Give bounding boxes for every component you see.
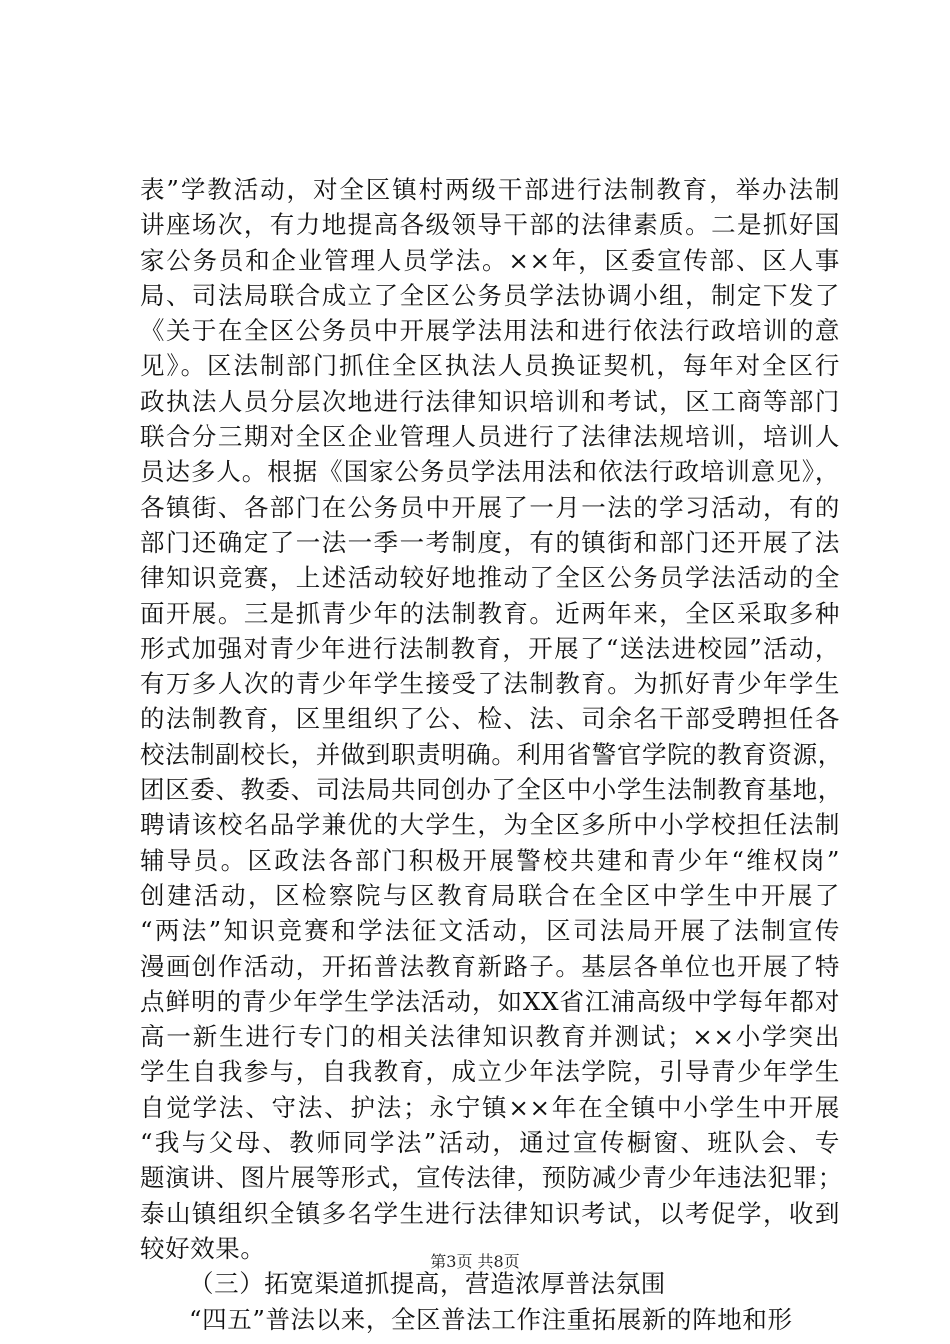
text-line-5: 《关于在全区公务员中开展学法用法和进行依法行政培训的意 [140,316,840,346]
text-line-11: 部门还确定了一法一季一考制度，有的镇街和部门还开展了法 [140,527,840,557]
text-line-7: 政执法人员分层次地进行法律知识培训和考试，区工商等部门 [140,386,840,416]
text-line-12: 律知识竞赛，上述活动较好地推动了全区公务员学法活动的全 [140,563,840,593]
text-line-30: 泰山镇组织全镇多名学生进行法律知识考试，以考促学，收到 [140,1198,840,1228]
text-line-16: 的法制教育，区里组织了公、检、法、司余名干部受聘担任各 [140,704,840,734]
text-line-18: 团区委、教委、司法局共同创办了全区中小学生法制教育基地， [140,775,843,805]
section-heading: （三）拓宽渠道抓提高，营造浓厚普法氛围 [189,1269,666,1299]
text-line-26: 学生自我参与，自我教育，成立少年法学院，引导青少年学生 [140,1057,840,1087]
text-line-15: 有万多人次的青少年学生接受了法制教育。为抓好青少年学生 [140,669,840,699]
text-line-3: 家公务员和企业管理人员学法。××年，区委宣传部、区人事 [140,245,840,275]
text-line-13: 面开展。三是抓青少年的法制教育。近两年来，全区采取多种 [140,598,840,628]
text-line-2: 讲座场次，有力地提高各级领导干部的法律素质。二是抓好国 [140,210,840,240]
text-line-21: 创建活动，区检察院与区教育局联合在全区中学生中开展了 [140,880,840,910]
text-line-4: 局、司法局联合成立了全区公务员学法协调小组，制定下发了 [140,280,840,310]
text-line-22: “两法”知识竞赛和学法征文活动，区司法局开展了法制宣传 [140,916,840,946]
text-line-6: 见》。区法制部门抓住全区执法人员换证契机，每年对全区行 [140,351,840,381]
text-line-8: 联合分三期对全区企业管理人员进行了法律法规培训，培训人 [140,422,840,452]
text-line-23: 漫画创作活动，开拓普法教育新路子。基层各单位也开展了特 [140,951,840,981]
text-line-1: 表”学教活动，对全区镇村两级干部进行法制教育，举办法制 [140,175,840,204]
text-line-17: 校法制副校长，并做到职责明确。利用省警官学院的教育资源， [140,739,843,769]
text-line-19: 聘请该校名品学兼优的大学生，为全区多所中小学校担任法制 [140,810,840,840]
text-line-29: 题演讲、图片展等形式，宣传法律，预防减少青少年违法犯罪； [140,1163,843,1193]
text-line-10: 各镇街、各部门在公务员中开展了一月一法的学习活动，有的 [140,492,840,522]
text-line-14: 形式加强对青少年进行法制教育，开展了“送法进校园”活动， [140,633,840,663]
text-line-27: 自觉学法、守法、护法；永宁镇××年在全镇中小学生中开展 [140,1092,840,1122]
text-line-28: “我与父母、教师同学法”活动，通过宣传橱窗、班队会、专 [140,1128,840,1158]
text-line-31: 较好效果。 [140,1233,266,1263]
text-line-25: 高一新生进行专门的相关法律知识教育并测试；××小学突出 [140,1022,840,1052]
body-text [140,172,843,1337]
text-line-9: 员达多人。根据《国家公务员学法用法和依法行政培训意见》， [140,457,840,487]
text-line-20: 辅导员。区政法各部门积极开展警校共建和青少年“维权岗” [140,845,840,875]
paragraph-first-line: “四五”普法以来，全区普法工作注重拓展新的阵地和形 [189,1304,793,1334]
page-footer: 第3页 共8页 [430,1252,520,1271]
text-line-24: 点鲜明的青少年学生学法活动，如XX省江浦高级中学每年都对 [140,986,840,1016]
